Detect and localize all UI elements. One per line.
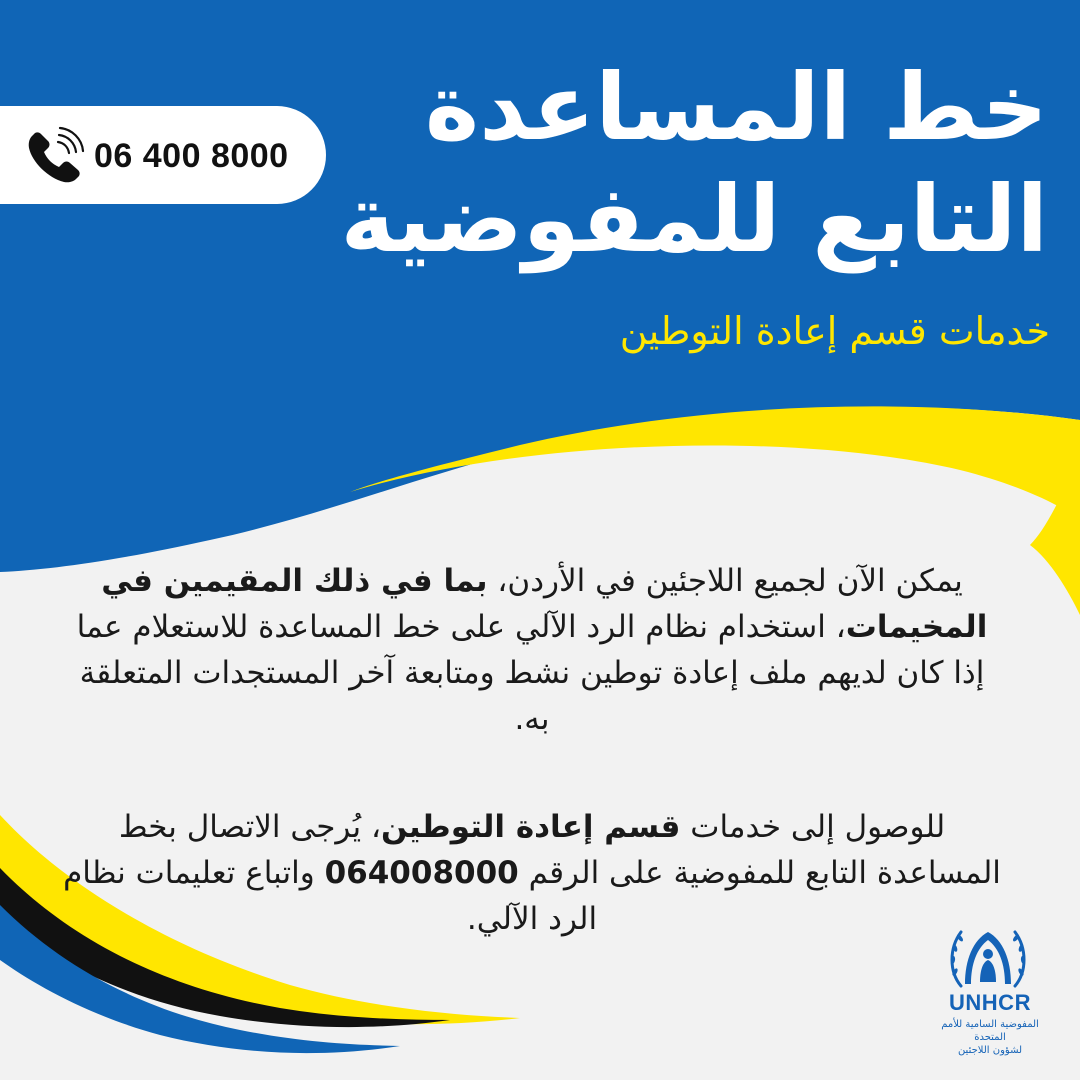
unhcr-emblem-icon <box>947 920 1029 996</box>
unhcr-name: UNHCR <box>949 990 1031 1015</box>
unhcr-arabic-line-2: لشؤون اللاجئين <box>957 1045 1023 1056</box>
paragraph1-text-1: يمكن الآن لجميع اللاجئين في الأردن، <box>487 563 963 599</box>
unhcr-arabic-line-1: المفوضية السامية للأمم المتحدة <box>941 1019 1039 1043</box>
paragraph1-text-2: ، استخدام نظام الرد الآلي على خط المساعدة للاستعلام عما إذا كان لديهم ملف إعادة توطين نشط ومتابعة آخر المستجدات المتعلقة به. <box>76 609 985 737</box>
helpline-title <box>340 52 1048 276</box>
paragraph2-text-3: واتباع تعليمات نظام الرد الآلي. <box>63 855 598 937</box>
unhcr-logo <box>930 918 1060 1058</box>
paragraph2-text-2: ، يُرجى الاتصال بخط المساعدة التابع للمفوضية على الرقم <box>118 809 1001 891</box>
paragraph1-bold-camps: بما في ذلك المقيمين في المخيمات <box>101 563 988 645</box>
paragraph-info <box>62 558 1002 742</box>
unhcr-arabic-name <box>930 1018 1050 1057</box>
paragraph2-text-1: للوصول إلى خدمات <box>680 809 946 845</box>
phone-number[interactable]: 06 400 8000 <box>94 137 289 175</box>
title-line-1: خط المساعدة <box>424 54 1048 161</box>
title-line-2: التابع للمفوضية <box>340 166 1048 273</box>
phone-number-pill[interactable] <box>0 106 326 204</box>
paragraph2-bold-section: قسم إعادة التوطين <box>380 809 681 845</box>
resettlement-subtitle: خدمات قسم إعادة التوطين <box>619 309 1050 353</box>
paragraph-instructions <box>62 804 1002 942</box>
paragraph2-bold-number: 064008000 <box>324 855 519 891</box>
phone-ringing-icon <box>22 126 86 190</box>
